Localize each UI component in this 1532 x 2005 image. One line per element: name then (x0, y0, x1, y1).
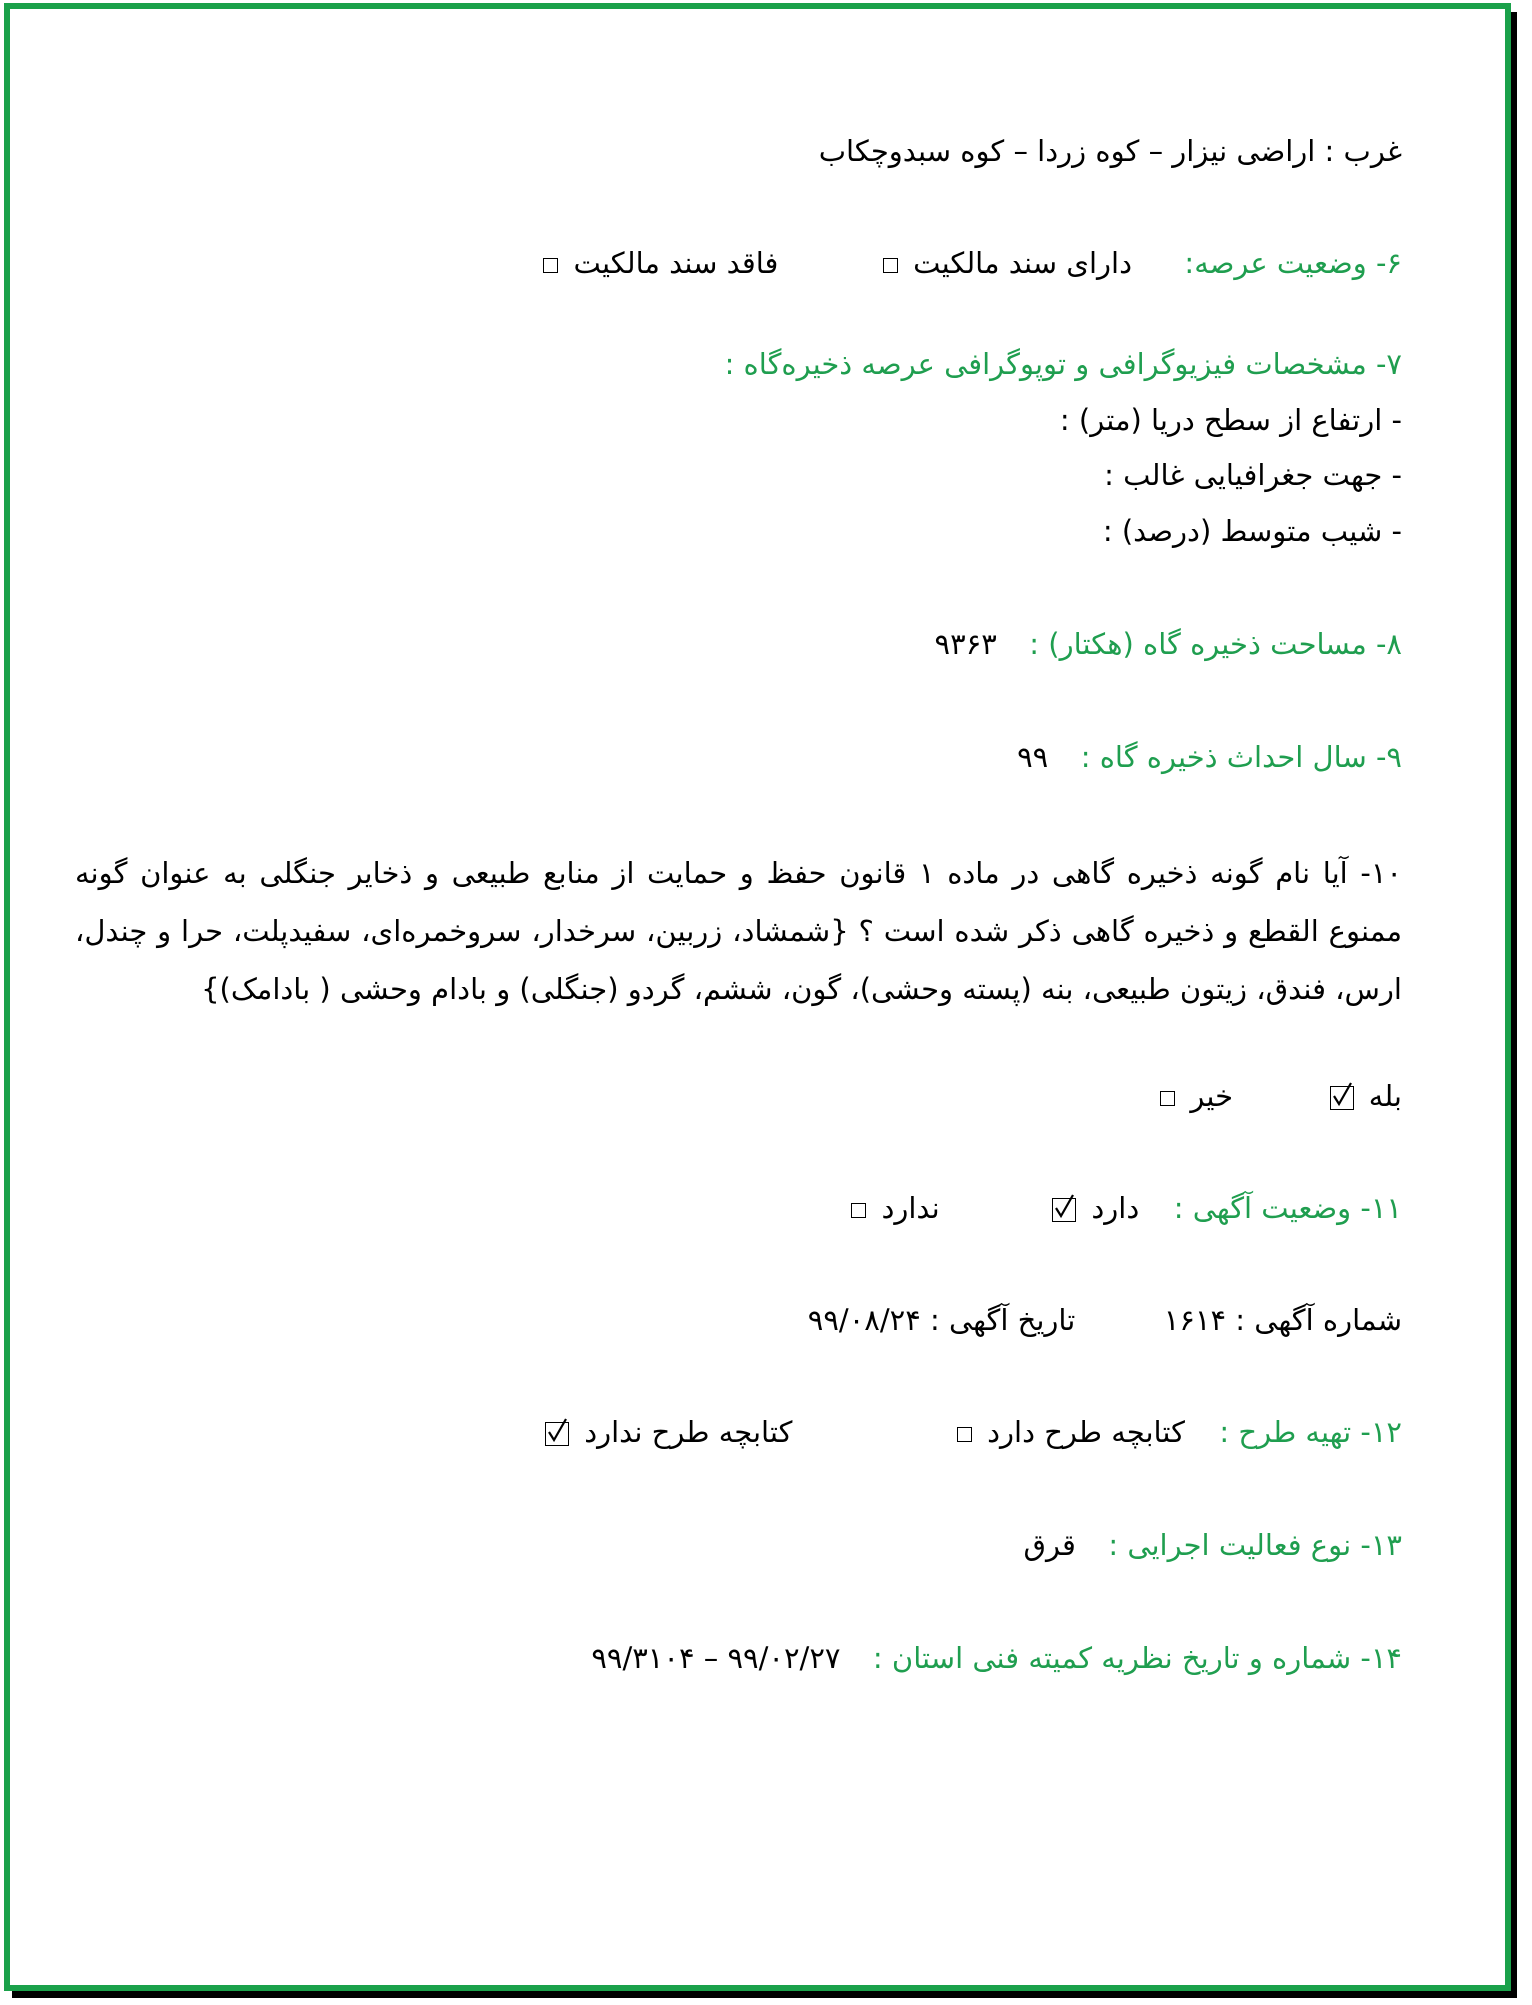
notice-details (808, 1300, 1402, 1340)
has-notice-checkbox[interactable] (1052, 1198, 1076, 1222)
slope-item: - شیب متوسط (درصد) : (1102, 514, 1402, 548)
section-8 (935, 624, 1402, 664)
section-11-heading: ۱۱- وضعیت آگهی : (1173, 1191, 1402, 1225)
no-notice-label: ندارد (881, 1191, 940, 1225)
west-boundary: غرب : اراضی نیزار – کوه زردا – کوه سبدوچکاب (818, 134, 1402, 168)
section-6 (537, 243, 1402, 283)
section-12-heading: ۱۲- تهیه طرح : (1219, 1415, 1402, 1449)
notice-number: ۱۶۱۴ (1163, 1303, 1227, 1337)
has-plan-label: کتابچه طرح دارد (987, 1415, 1185, 1449)
no-checkbox[interactable] (1160, 1091, 1175, 1106)
no-label: خیر (1190, 1079, 1234, 1113)
activity-value: قرق (1023, 1528, 1076, 1562)
owned-label: دارای سند مالکیت (913, 246, 1132, 280)
aspect-item: - جهت جغرافیایی غالب : (1104, 458, 1402, 492)
no-plan-label: کتابچه طرح ندارد (584, 1415, 793, 1449)
yes-checkbox[interactable] (1330, 1086, 1354, 1110)
elevation-item: - ارتفاع از سطح دریا (متر) : (1059, 403, 1402, 437)
page-shadow-right (1511, 12, 1517, 1998)
owned-checkbox[interactable] (883, 258, 898, 273)
section-11 (845, 1188, 1402, 1228)
notice-date-label: تاریخ آگهی : (930, 1303, 1076, 1337)
yes-label: بله (1368, 1079, 1402, 1113)
section-12 (539, 1412, 1402, 1452)
not-owned-checkbox[interactable] (543, 258, 558, 273)
section-7-heading: ۷- مشخصات فیزیوگرافی و توپوگرافی عرصه ذخیره‌گاه : (724, 347, 1402, 381)
year-value: ۹۹ (1017, 740, 1049, 774)
section-6-heading: ۶- وضعیت عرصه: (1184, 246, 1402, 280)
has-notice-label: دارد (1091, 1191, 1140, 1225)
page-shadow-bottom (12, 1991, 1517, 1998)
section-10-question: ۱۰- آیا نام گونه ذخیره گاهی در ماده ۱ قانون حفظ و حمایت از منابع طبیعی و ذخایر جنگلی به عنوان گونه ممنوع القطع و ذخیره گاهی ذکر شده است ؟ {شمشاد، زربین، سرخدار، سروخمره‌ای، سفیدپلت، حرا و چندل، ارس، فندق، زیتون طبیعی، بنه (پسته وحشی)، گون، ششم، گردو (جنگلی) و بادام وحشی ( بادامک)} (75, 856, 1402, 1006)
section-13-heading: ۱۳- نوع فعالیت اجرایی : (1108, 1528, 1402, 1562)
area-value: ۹۳۶۳ (934, 627, 997, 661)
section-8-heading: ۸- مساحت ذخیره گاه (هکتار) : (1029, 627, 1402, 661)
has-plan-checkbox[interactable] (957, 1427, 972, 1442)
section-9-heading: ۹- سال احداث ذخیره گاه : (1080, 740, 1402, 774)
committee-value: ۹۹/۳۱۰۴ – ۹۹/۰۲/۲۷ (591, 1641, 841, 1675)
no-notice-checkbox[interactable] (851, 1203, 866, 1218)
no-plan-checkbox[interactable] (545, 1422, 569, 1446)
not-owned-label: فاقد سند مالکیت (573, 246, 779, 280)
section-13 (1024, 1525, 1402, 1565)
section-14 (591, 1638, 1402, 1678)
section-14-heading: ۱۴- شماره و تاریخ نظریه کمیته فنی استان : (872, 1641, 1402, 1675)
notice-number-label: شماره آگهی : (1235, 1303, 1402, 1337)
section-10-answers (1154, 1076, 1402, 1116)
section-9 (1017, 737, 1402, 777)
notice-date: ۹۹/۰۸/۲۴ (807, 1303, 921, 1337)
